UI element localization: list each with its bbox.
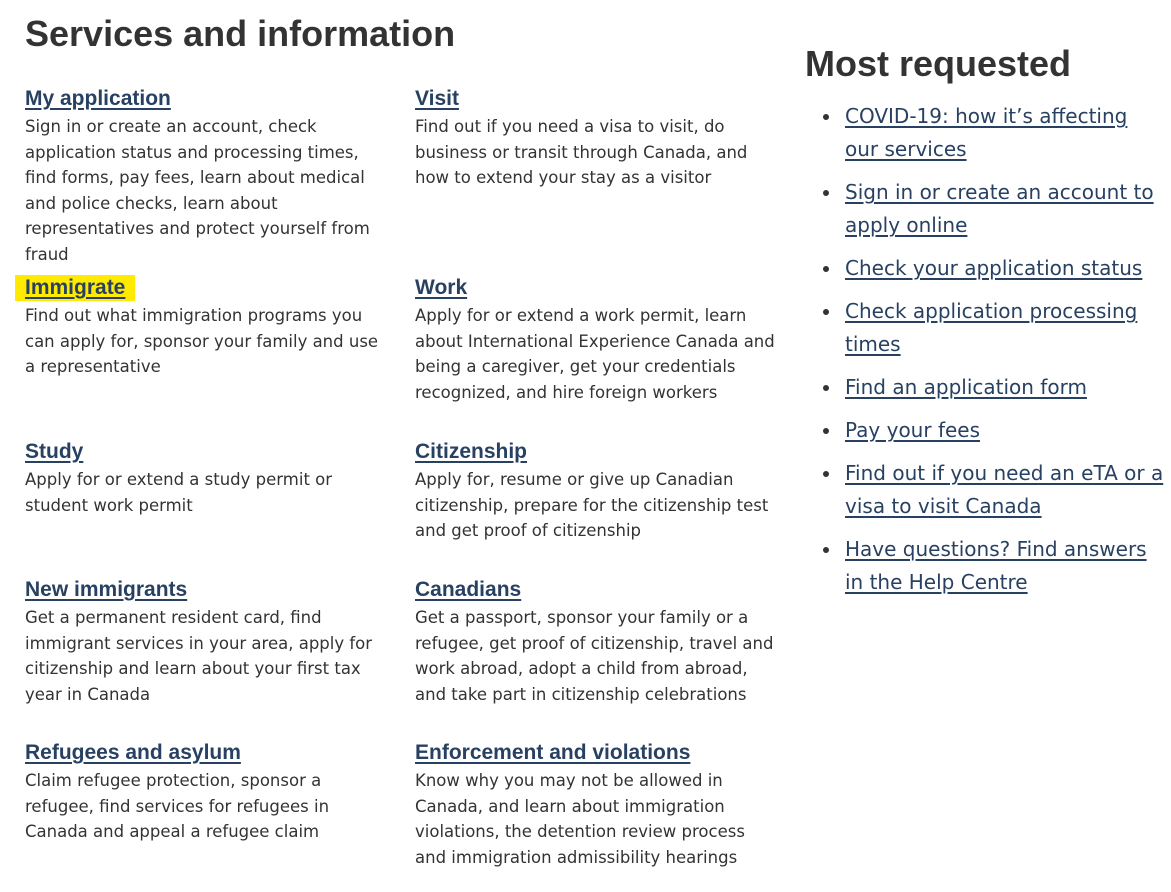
service-enforcement-and-violations <box>415 740 777 870</box>
list-item <box>805 457 1165 523</box>
list-item <box>805 252 1165 285</box>
pay-fees-link[interactable]: Pay your fees <box>845 418 981 442</box>
service-immigrate <box>25 275 387 380</box>
service-study <box>25 439 387 518</box>
bullet-icon <box>823 471 829 477</box>
bullet-icon <box>823 266 829 272</box>
eta-visa-link[interactable]: Find out if you need an eTA or a visa to visit Canada <box>845 461 1164 518</box>
service-my-application <box>25 86 387 267</box>
bullet-icon <box>823 385 829 391</box>
list-item <box>805 295 1165 361</box>
new-immigrants-description: Get a permanent resident card, find immigrant services in your area, apply for citizenship and learn about your first tax year in Canada <box>25 608 373 704</box>
work-description: Apply for or extend a work permit, learn about International Experience Canada and being a caregiver, get your credentials recognized, and hire foreign workers <box>415 306 775 402</box>
bullet-icon <box>823 309 829 315</box>
list-item <box>805 371 1165 404</box>
covid-19-link[interactable]: COVID-19: how it’s affecting our services <box>845 104 1128 161</box>
my-application-description: Sign in or create an account, check application status and processing times, find forms, pay fees, learn about medical and police checks, learn about representatives and protect yourself from fraud <box>25 117 370 264</box>
service-citizenship <box>415 439 777 544</box>
list-item <box>805 100 1165 166</box>
sign-in-link[interactable]: Sign in or create an account to apply online <box>845 180 1154 237</box>
page-title: Services and information <box>25 13 456 54</box>
most-requested-list <box>805 100 1165 599</box>
bullet-icon <box>823 190 829 196</box>
visit-description: Find out if you need a visa to visit, do business or transit through Canada, and how to extend your stay as a visitor <box>415 117 748 187</box>
enforcement-and-violations-description: Know why you may not be allowed in Canada, and learn about immigration violations, the detention review process and immigration admissibility hearings <box>415 771 745 867</box>
citizenship-link[interactable]: Citizenship <box>415 440 528 463</box>
application-form-link[interactable]: Find an application form <box>845 375 1087 399</box>
new-immigrants-link[interactable]: New immigrants <box>25 578 188 601</box>
list-item <box>805 414 1165 447</box>
service-new-immigrants <box>25 577 387 707</box>
visit-link[interactable]: Visit <box>415 87 459 110</box>
work-link[interactable]: Work <box>415 276 468 299</box>
service-work <box>415 275 777 405</box>
service-visit <box>415 86 777 191</box>
canadians-link[interactable]: Canadians <box>415 578 522 601</box>
study-description: Apply for or extend a study permit or student work permit <box>25 470 333 515</box>
most-requested-panel <box>805 40 1165 609</box>
bullet-icon <box>823 547 829 553</box>
refugees-and-asylum-description: Claim refugee protection, sponsor a refugee, find services for refugees in Canada and appeal a refugee claim <box>25 771 330 841</box>
enforcement-and-violations-link[interactable]: Enforcement and violations <box>415 741 691 764</box>
service-refugees-and-asylum <box>25 740 387 845</box>
most-requested-title: Most requested <box>805 43 1072 84</box>
help-centre-link[interactable]: Have questions? Find answers in the Help Centre <box>845 537 1147 594</box>
bullet-icon <box>823 114 829 120</box>
processing-times-link[interactable]: Check application processing times <box>845 299 1138 356</box>
citizenship-description: Apply for, resume or give up Canadian citizenship, prepare for the citizenship test and get proof of citizenship <box>415 470 769 540</box>
bullet-icon <box>823 428 829 434</box>
list-item <box>805 533 1165 599</box>
immigrate-link[interactable]: Immigrate <box>15 275 135 301</box>
service-canadians <box>415 577 777 707</box>
refugees-and-asylum-link[interactable]: Refugees and asylum <box>25 741 241 764</box>
list-item <box>805 176 1165 242</box>
canadians-description: Get a passport, sponsor your family or a refugee, get proof of citizenship, travel and work abroad, adopt a child from abroad, and take part in citizenship celebrations <box>415 608 774 704</box>
my-application-link[interactable]: My application <box>25 87 171 110</box>
immigrate-description: Find out what immigration programs you can apply for, sponsor your family and use a representative <box>25 306 379 376</box>
check-application-status-link[interactable]: Check your application status <box>845 256 1143 280</box>
study-link[interactable]: Study <box>25 440 84 463</box>
